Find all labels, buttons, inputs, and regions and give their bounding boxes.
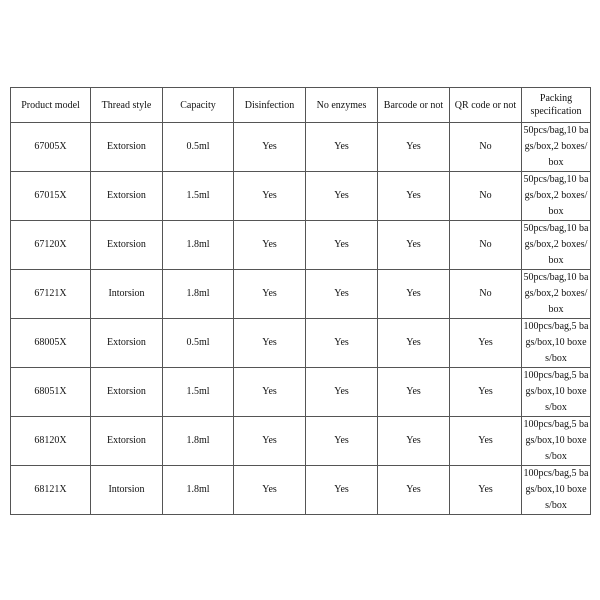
header-packing-specification: Packing specification — [522, 88, 591, 123]
cell-product-model: 68051X — [11, 368, 91, 417]
cell-barcode: Yes — [378, 221, 450, 270]
table-body — [11, 123, 591, 515]
product-spec-table — [10, 87, 591, 515]
header-barcode: Barcode or not — [378, 88, 450, 123]
cell-qr-code: No — [450, 221, 522, 270]
cell-thread-style: Extorsion — [91, 319, 163, 368]
cell-packing-specification: 100pcs/bag,5 bags/box,10 boxes/box — [522, 466, 591, 515]
cell-product-model: 68121X — [11, 466, 91, 515]
cell-thread-style: Extorsion — [91, 123, 163, 172]
cell-capacity: 0.5ml — [163, 319, 234, 368]
cell-qr-code: Yes — [450, 368, 522, 417]
cell-capacity: 1.8ml — [163, 466, 234, 515]
cell-barcode: Yes — [378, 466, 450, 515]
cell-capacity: 1.5ml — [163, 172, 234, 221]
table-row — [11, 466, 591, 515]
cell-product-model: 68005X — [11, 319, 91, 368]
cell-thread-style: Extorsion — [91, 417, 163, 466]
header-disinfection: Disinfection — [234, 88, 306, 123]
table-row — [11, 123, 591, 172]
cell-thread-style: Extorsion — [91, 172, 163, 221]
cell-no-enzymes: Yes — [306, 319, 378, 368]
cell-qr-code: Yes — [450, 319, 522, 368]
cell-packing-specification: 100pcs/bag,5 bags/box,10 boxes/box — [522, 417, 591, 466]
cell-product-model: 68120X — [11, 417, 91, 466]
cell-product-model: 67120X — [11, 221, 91, 270]
cell-packing-specification: 50pcs/bag,10 bags/box,2 boxes/box — [522, 172, 591, 221]
header-no-enzymes: No enzymes — [306, 88, 378, 123]
cell-disinfection: Yes — [234, 123, 306, 172]
cell-barcode: Yes — [378, 270, 450, 319]
cell-capacity: 1.8ml — [163, 270, 234, 319]
header-row — [11, 88, 591, 123]
cell-packing-specification: 100pcs/bag,5 bags/box,10 boxes/box — [522, 368, 591, 417]
cell-qr-code: Yes — [450, 417, 522, 466]
cell-qr-code: No — [450, 123, 522, 172]
cell-barcode: Yes — [378, 368, 450, 417]
cell-no-enzymes: Yes — [306, 172, 378, 221]
cell-thread-style: Extorsion — [91, 221, 163, 270]
cell-thread-style: Extorsion — [91, 368, 163, 417]
table-row — [11, 172, 591, 221]
cell-no-enzymes: Yes — [306, 417, 378, 466]
table-row — [11, 319, 591, 368]
cell-disinfection: Yes — [234, 270, 306, 319]
cell-capacity: 1.5ml — [163, 368, 234, 417]
cell-capacity: 0.5ml — [163, 123, 234, 172]
cell-barcode: Yes — [378, 417, 450, 466]
cell-disinfection: Yes — [234, 466, 306, 515]
cell-thread-style: Intorsion — [91, 270, 163, 319]
table-row — [11, 368, 591, 417]
cell-packing-specification: 100pcs/bag,5 bags/box,10 boxes/box — [522, 319, 591, 368]
cell-qr-code: No — [450, 172, 522, 221]
cell-packing-specification: 50pcs/bag,10 bags/box,2 boxes/box — [522, 270, 591, 319]
header-thread-style: Thread style — [91, 88, 163, 123]
cell-no-enzymes: Yes — [306, 123, 378, 172]
cell-no-enzymes: Yes — [306, 368, 378, 417]
cell-packing-specification: 50pcs/bag,10 bags/box,2 boxes/box — [522, 221, 591, 270]
cell-no-enzymes: Yes — [306, 466, 378, 515]
cell-qr-code: No — [450, 270, 522, 319]
cell-barcode: Yes — [378, 123, 450, 172]
cell-thread-style: Intorsion — [91, 466, 163, 515]
table-row — [11, 270, 591, 319]
cell-product-model: 67121X — [11, 270, 91, 319]
cell-no-enzymes: Yes — [306, 270, 378, 319]
cell-product-model: 67005X — [11, 123, 91, 172]
cell-packing-specification: 50pcs/bag,10 bags/box,2 boxes/box — [522, 123, 591, 172]
cell-disinfection: Yes — [234, 417, 306, 466]
cell-disinfection: Yes — [234, 221, 306, 270]
header-capacity: Capacity — [163, 88, 234, 123]
cell-capacity: 1.8ml — [163, 417, 234, 466]
cell-disinfection: Yes — [234, 319, 306, 368]
cell-capacity: 1.8ml — [163, 221, 234, 270]
cell-disinfection: Yes — [234, 172, 306, 221]
cell-qr-code: Yes — [450, 466, 522, 515]
cell-barcode: Yes — [378, 172, 450, 221]
cell-no-enzymes: Yes — [306, 221, 378, 270]
table-row — [11, 221, 591, 270]
header-product-model: Product model — [11, 88, 91, 123]
cell-disinfection: Yes — [234, 368, 306, 417]
cell-barcode: Yes — [378, 319, 450, 368]
table-row — [11, 417, 591, 466]
cell-product-model: 67015X — [11, 172, 91, 221]
header-qr-code: QR code or not — [450, 88, 522, 123]
